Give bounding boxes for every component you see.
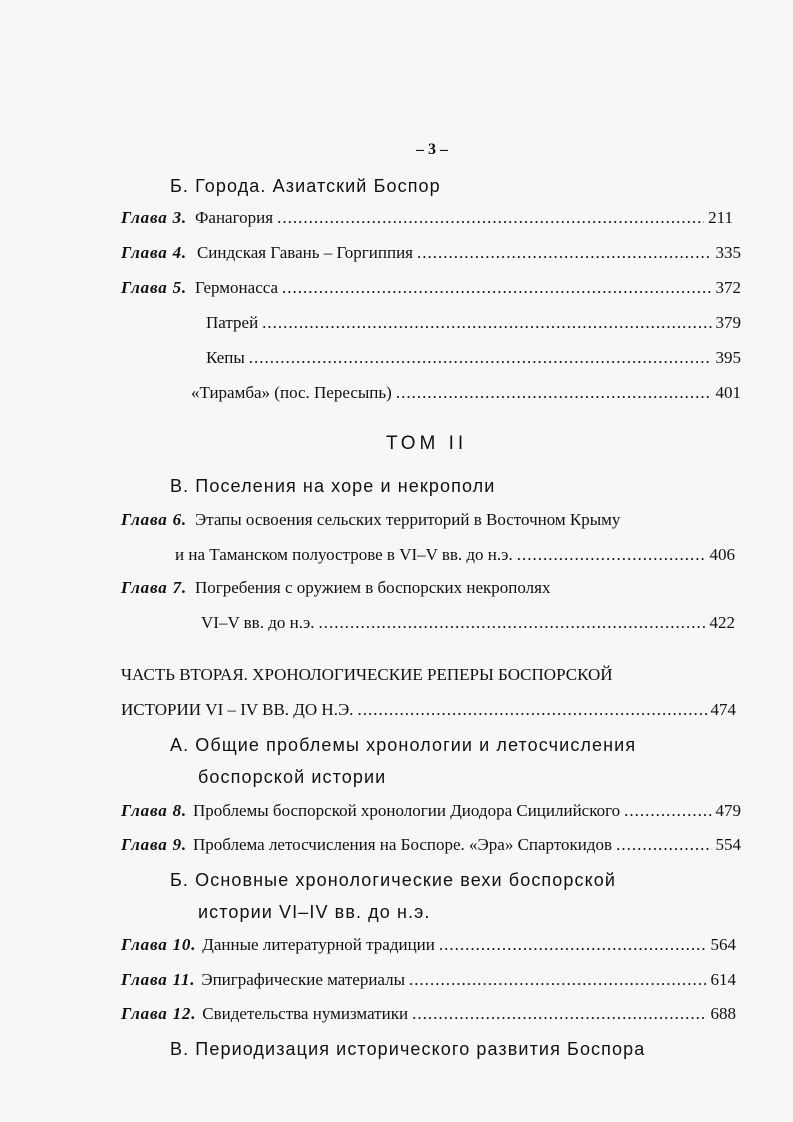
- section-heading: Б. Города. Азиатский Боспор: [170, 176, 441, 196]
- toc-entry[interactable]: [121, 510, 620, 534]
- entry-title-continued: VI–V вв. до н.э.: [201, 613, 315, 632]
- chapter-label: Глава 8.: [121, 801, 187, 820]
- chapter-label: Глава 12.: [121, 1004, 197, 1023]
- entry-title: Фанагория: [194, 208, 274, 227]
- toc-entry-continuation[interactable]: [201, 613, 735, 637]
- chapter-label: Глава 11.: [121, 970, 196, 989]
- part-title-continued: ИСТОРИИ VI – IV ВВ. ДО Н.Э.: [121, 700, 354, 719]
- dot-leader: [616, 835, 711, 855]
- entry-page: 379: [715, 313, 741, 332]
- toc-entry-continuation[interactable]: [175, 545, 735, 569]
- entry-page: 335: [715, 243, 741, 262]
- entry-title: Патрей: [206, 313, 259, 332]
- toc-entry[interactable]: [121, 278, 741, 302]
- toc-entry[interactable]: [121, 970, 736, 994]
- entry-page: 688: [710, 1004, 736, 1023]
- page-number: – 3 –: [416, 141, 448, 158]
- entry-title: Синдская Гавань – Горгиппия: [196, 243, 413, 262]
- entry-page: 554: [715, 835, 741, 854]
- entry-page: 422: [709, 613, 735, 632]
- toc-entry[interactable]: [121, 578, 550, 602]
- entry-title-continued: и на Таманском полуострове в VI–V вв. до н.э.: [175, 545, 513, 564]
- dot-leader: [277, 208, 704, 228]
- chapter-label: Глава 7.: [121, 578, 187, 597]
- toc-entry[interactable]: [121, 835, 741, 859]
- entry-page: 564: [710, 935, 736, 954]
- dot-leader: [624, 801, 711, 821]
- section-heading: Б. Основные хронологические вехи боспорской: [170, 870, 617, 890]
- dot-leader: [262, 313, 711, 333]
- chapter-label: Глава 3.: [121, 208, 187, 227]
- entry-title: Кепы: [206, 348, 245, 367]
- dot-leader: [517, 545, 706, 565]
- entry-title: Погребения с оружием в боспорских некрополях: [194, 578, 551, 597]
- section-heading-continued: боспорской истории: [198, 767, 387, 787]
- toc-entry[interactable]: [121, 935, 736, 959]
- toc-entry[interactable]: [121, 243, 741, 267]
- toc-subentry[interactable]: [191, 383, 741, 407]
- dot-leader: [396, 383, 712, 403]
- section-heading: В. Периодизация исторического развития Боспора: [170, 1039, 646, 1059]
- part-title: ЧАСТЬ ВТОРАЯ. ХРОНОЛОГИЧЕСКИЕ РЕПЕРЫ БОСПОРСКОЙ: [121, 665, 613, 684]
- section-heading: А. Общие проблемы хронологии и летосчисления: [170, 735, 637, 755]
- chapter-label: Глава 10.: [121, 935, 197, 954]
- dot-leader: [409, 970, 706, 990]
- entry-page: 401: [715, 383, 741, 402]
- entry-title: «Тирамба» (пос. Пересыпь): [191, 383, 392, 402]
- volume-heading: ТОМ II: [386, 433, 468, 454]
- entry-title: Данные литературной традиции: [202, 935, 435, 954]
- toc-subentry[interactable]: [206, 348, 741, 372]
- dot-leader: [439, 935, 707, 955]
- part-heading[interactable]: [121, 665, 613, 689]
- toc-entry[interactable]: [121, 801, 741, 825]
- entry-page: 479: [715, 801, 741, 820]
- dot-leader: [282, 278, 711, 298]
- entry-title: Проблемы боспорской хронологии Диодора Сицилийского: [192, 801, 621, 820]
- dot-leader: [249, 348, 712, 368]
- dot-leader: [417, 243, 712, 263]
- entry-title: Проблема летосчисления на Боспоре. «Эра» Спартокидов: [192, 835, 613, 854]
- entry-page: 474: [710, 700, 736, 719]
- chapter-label: Глава 9.: [121, 835, 187, 854]
- chapter-label: Глава 5.: [121, 278, 187, 297]
- toc-subentry[interactable]: [206, 313, 741, 337]
- entry-page: 406: [709, 545, 735, 564]
- section-heading: В. Поселения на хоре и некрополи: [170, 476, 496, 496]
- toc-entry[interactable]: [121, 1004, 736, 1028]
- entry-page: 211: [708, 208, 733, 227]
- entry-title: Этапы освоения сельских территорий в Восточном Крыму: [194, 510, 621, 529]
- chapter-label: Глава 6.: [121, 510, 187, 529]
- entry-page: 614: [710, 970, 736, 989]
- entry-page: 372: [715, 278, 741, 297]
- entry-title: Свидетельства нумизматики: [202, 1004, 409, 1023]
- dot-leader: [319, 613, 706, 633]
- chapter-label: Глава 4.: [121, 243, 187, 262]
- part-heading-continuation[interactable]: [121, 700, 736, 724]
- dot-leader: [412, 1004, 706, 1024]
- entry-page: 395: [715, 348, 741, 367]
- dot-leader: [357, 700, 706, 720]
- section-heading-continued: истории VI–IV вв. до н.э.: [198, 902, 431, 922]
- toc-entry[interactable]: [121, 208, 733, 232]
- entry-title: Эпиграфические материалы: [201, 970, 406, 989]
- entry-title: Гермонасса: [194, 278, 279, 297]
